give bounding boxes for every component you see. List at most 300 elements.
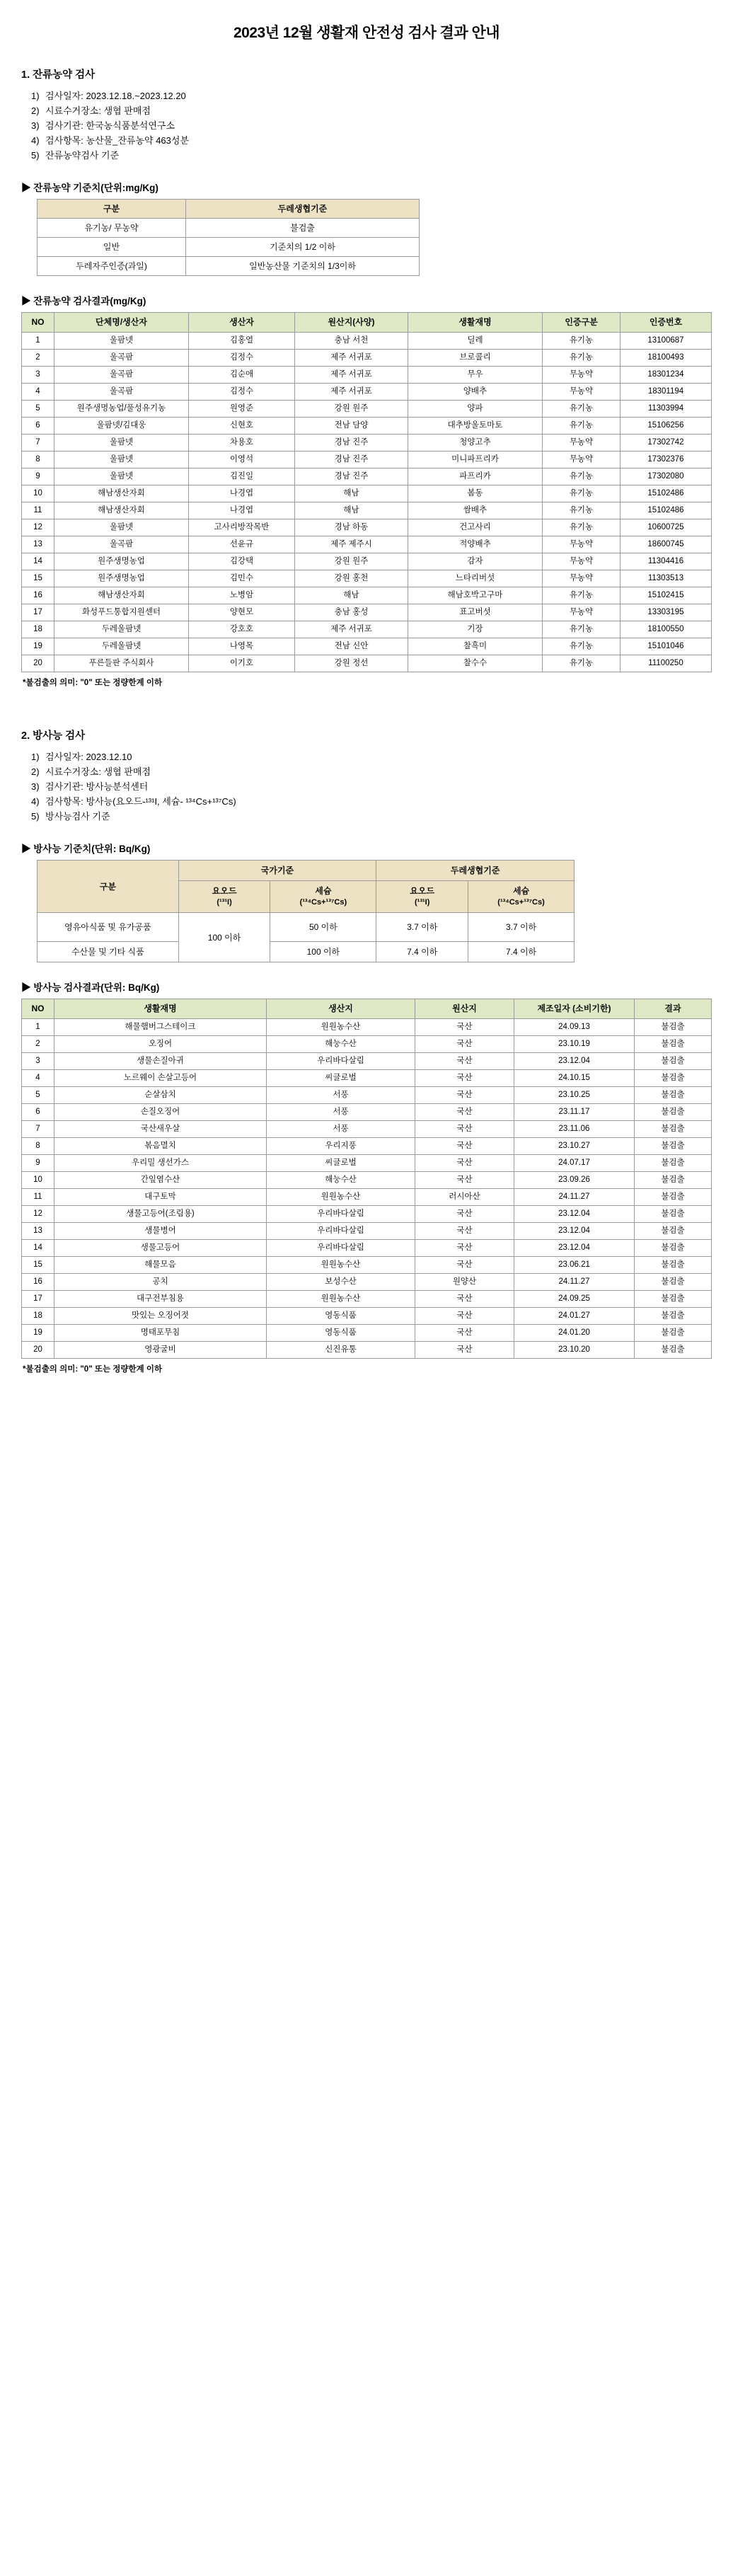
cell-cert-type: 유기농 — [543, 401, 621, 418]
cell-cert-no: 11304416 — [621, 553, 712, 570]
list-item-label: 잔류농약검사 기준 — [45, 150, 120, 161]
cell-product: 해남호박고구마 — [408, 587, 543, 604]
cell-category: 두레자주인증(과일) — [37, 257, 186, 276]
cell-no: 17 — [22, 604, 54, 621]
cell-cert-type: 유기농 — [543, 485, 621, 502]
column-header-cert-type: 인증구분 — [543, 313, 621, 333]
cell-result: 불검출 — [635, 1308, 712, 1325]
cell-cert-type: 무농약 — [543, 553, 621, 570]
cell-result: 불검출 — [635, 1257, 712, 1274]
cell-no: 12 — [22, 519, 54, 536]
list-item-label: 검사기관: 방사능분석센터 — [45, 781, 149, 792]
table-row — [37, 942, 575, 962]
cell-cert-type: 유기농 — [543, 519, 621, 536]
cell-iodine-dure: 7.4 이하 — [376, 942, 468, 962]
cell-origin: 러시아산 — [415, 1189, 514, 1206]
table-row — [22, 1308, 712, 1325]
cell-product: 생물고등어 — [54, 1240, 267, 1257]
cell-result: 불검출 — [635, 1070, 712, 1087]
table-row — [22, 604, 712, 621]
cell-producer: 고사리방작목반 — [189, 519, 295, 536]
cell-cert-type: 무농약 — [543, 536, 621, 553]
cell-cert-type: 무농약 — [543, 570, 621, 587]
cell-producer: 노병암 — [189, 587, 295, 604]
list-item — [21, 779, 712, 794]
cell-group: 해남생산자회 — [54, 485, 189, 502]
cell-category: 일반 — [37, 238, 186, 257]
table-row — [22, 468, 712, 485]
cell-result: 불검출 — [635, 1189, 712, 1206]
cell-no: 19 — [22, 1325, 54, 1342]
cell-no: 4 — [22, 1070, 54, 1087]
cell-mfg-date: 23.12.04 — [514, 1240, 635, 1257]
cell-origin: 국산 — [415, 1257, 514, 1274]
cell-group: 울곡팜 — [54, 536, 189, 553]
list-item-label: 시료수거장소: 생협 판매점 — [45, 105, 151, 116]
cell-product: 적양배추 — [408, 536, 543, 553]
cell-cert-type: 유기농 — [543, 418, 621, 435]
cell-category: 영유아식품 및 유가공품 — [37, 913, 179, 942]
cell-product: 청양고추 — [408, 435, 543, 452]
sub-label-isotope: (¹³¹I) — [217, 898, 232, 907]
cell-origin: 경남 하동 — [295, 519, 408, 536]
cell-origin: 전남 신안 — [295, 638, 408, 655]
cell-mfg-date: 23.12.04 — [514, 1053, 635, 1070]
list-item-label: 검사일자: 2023.12.10 — [45, 752, 132, 762]
list-item — [21, 749, 712, 764]
cell-origin: 국산 — [415, 1223, 514, 1240]
cell-result: 불검출 — [635, 1104, 712, 1121]
cell-result: 불검출 — [635, 1291, 712, 1308]
cell-origin: 국산 — [415, 1172, 514, 1189]
cell-no: 2 — [22, 1036, 54, 1053]
cell-origin: 국산 — [415, 1070, 514, 1087]
table-row — [22, 1291, 712, 1308]
cell-no: 20 — [22, 1342, 54, 1359]
table-row — [22, 621, 712, 638]
column-header-dure: 두레생협기준 — [376, 861, 575, 881]
section-2-meta-list — [21, 749, 712, 824]
table-row — [22, 1087, 712, 1104]
cell-producer: 김강택 — [189, 553, 295, 570]
table-row — [22, 570, 712, 587]
list-item-label: 검사항목: 농산물_잔류농약 463성분 — [45, 135, 190, 146]
table-row — [22, 1206, 712, 1223]
cell-producer: 김순애 — [189, 367, 295, 384]
cell-origin: 충남 홍성 — [295, 604, 408, 621]
cell-group: 울팜넷/김대웅 — [54, 418, 189, 435]
cell-no: 4 — [22, 384, 54, 401]
cell-cert-type: 유기농 — [543, 621, 621, 638]
list-item-label: 검사기관: 한국농식품분석연구소 — [45, 120, 175, 131]
cell-origin: 국산 — [415, 1036, 514, 1053]
cell-cert-no: 17302376 — [621, 452, 712, 468]
cell-cert-type: 무농약 — [543, 604, 621, 621]
cell-no: 13 — [22, 536, 54, 553]
list-item — [21, 794, 712, 809]
cell-mfg-date: 23.11.17 — [514, 1104, 635, 1121]
cell-group: 원주생명농업 — [54, 553, 189, 570]
cell-mfg-date: 24.01.27 — [514, 1308, 635, 1325]
table-row — [22, 1274, 712, 1291]
table-row — [37, 913, 575, 942]
cell-product: 느타리버섯 — [408, 570, 543, 587]
column-header-category: 구분 — [37, 861, 179, 913]
cell-producer: 씨글로벌 — [267, 1070, 415, 1087]
cell-origin: 국산 — [415, 1291, 514, 1308]
cell-product: 우리밀 생선가스 — [54, 1155, 267, 1172]
list-item — [21, 103, 712, 118]
cell-cert-type: 유기농 — [543, 638, 621, 655]
list-item-number: 2) — [31, 766, 40, 777]
cell-origin: 국산 — [415, 1053, 514, 1070]
cell-product: 파프리카 — [408, 468, 543, 485]
list-item — [21, 764, 712, 779]
cell-producer: 김진일 — [189, 468, 295, 485]
cell-product: 볶음멸치 — [54, 1138, 267, 1155]
cell-origin: 국산 — [415, 1240, 514, 1257]
cell-producer: 원원농수산 — [267, 1257, 415, 1274]
cell-mfg-date: 24.07.17 — [514, 1155, 635, 1172]
column-header-result: 결과 — [635, 999, 712, 1019]
cell-product: 영광굴비 — [54, 1342, 267, 1359]
table-row — [22, 1240, 712, 1257]
column-header-group: 단체명/생산자 — [54, 313, 189, 333]
cell-product: 브로콜리 — [408, 350, 543, 367]
table-row — [37, 219, 420, 238]
table-row — [22, 655, 712, 672]
table-header-row — [37, 200, 420, 219]
cell-producer: 우리바다살림 — [267, 1223, 415, 1240]
cell-product: 생물병어 — [54, 1223, 267, 1240]
list-item-label: 검사항목: 방사능(요오드-¹³¹I, 세슘- ¹³⁴Cs+¹³⁷Cs) — [45, 796, 236, 807]
cell-origin: 국산 — [415, 1342, 514, 1359]
cell-group: 울곡팜 — [54, 367, 189, 384]
cell-result: 불검출 — [635, 1223, 712, 1240]
table-row — [37, 238, 420, 257]
sub-label-isotope: (¹³¹I) — [415, 898, 430, 907]
cell-mfg-date: 24.10.15 — [514, 1070, 635, 1087]
cell-product: 손질오징어 — [54, 1104, 267, 1121]
list-item-number: 1) — [31, 752, 40, 762]
cell-producer: 서풍 — [267, 1121, 415, 1138]
cell-origin: 해남 — [295, 485, 408, 502]
column-header-origin: 원산지 — [415, 999, 514, 1019]
radiation-result-table — [21, 999, 712, 1359]
cell-origin: 제주 서귀포 — [295, 350, 408, 367]
cell-product: 국산새우살 — [54, 1121, 267, 1138]
table-row — [22, 435, 712, 452]
cell-cert-no: 18600745 — [621, 536, 712, 553]
cell-cert-no: 11100250 — [621, 655, 712, 672]
cell-iodine-dure: 3.7 이하 — [376, 913, 468, 942]
cell-no: 17 — [22, 1291, 54, 1308]
cell-cert-no: 13100687 — [621, 333, 712, 350]
cell-producer: 서풍 — [267, 1104, 415, 1121]
table-row — [22, 502, 712, 519]
cell-no: 6 — [22, 418, 54, 435]
table-row — [22, 350, 712, 367]
table-row — [37, 257, 420, 276]
column-header-national: 국가기준 — [178, 861, 376, 881]
cell-mfg-date: 23.10.20 — [514, 1342, 635, 1359]
cell-producer: 우리지풍 — [267, 1138, 415, 1155]
pesticide-footnote: *불검출의 의미: "0" 또는 정량한계 이하 — [23, 679, 163, 687]
cell-producer: 원원농수산 — [267, 1291, 415, 1308]
cell-result: 불검출 — [635, 1274, 712, 1291]
cell-result: 불검출 — [635, 1053, 712, 1070]
table-row — [22, 367, 712, 384]
cell-product: 해물햄버그스테이크 — [54, 1019, 267, 1036]
cell-no: 3 — [22, 1053, 54, 1070]
cell-origin: 원양산 — [415, 1274, 514, 1291]
cell-product: 무우 — [408, 367, 543, 384]
cell-producer: 해눙수산 — [267, 1036, 415, 1053]
column-header-mfg-date-main: 제조일자 — [537, 1004, 570, 1013]
cell-origin: 국산 — [415, 1325, 514, 1342]
cell-standard: 일반농산물 기준치의 1/3이하 — [186, 257, 420, 276]
cell-origin: 강원 홍천 — [295, 570, 408, 587]
cell-result: 불검출 — [635, 1155, 712, 1172]
section-2-heading: 2. 방사능 검사 — [21, 730, 86, 742]
cell-product: 찰흑미 — [408, 638, 543, 655]
cell-cert-no: 17302080 — [621, 468, 712, 485]
cell-producer: 원원농수산 — [267, 1019, 415, 1036]
cell-group: 울팜넷 — [54, 333, 189, 350]
cell-cert-no: 18301234 — [621, 367, 712, 384]
cell-result: 불검출 — [635, 1036, 712, 1053]
cell-origin: 국산 — [415, 1206, 514, 1223]
cell-group: 원주생명농업 — [54, 570, 189, 587]
page-title: 2023년 12월 생활재 안전성 검사 결과 안내 — [233, 25, 500, 41]
cell-group: 울곡팜 — [54, 350, 189, 367]
sub-label-name: 요오드 — [410, 886, 435, 896]
list-item-label: 방사능검사 기준 — [45, 811, 110, 822]
cell-cert-type: 무농약 — [543, 384, 621, 401]
cell-standard: 불검출 — [186, 219, 420, 238]
cell-producer: 신현호 — [189, 418, 295, 435]
cell-group: 푸른들판 주식회사 — [54, 655, 189, 672]
table-row — [22, 452, 712, 468]
cell-producer: 보성수산 — [267, 1274, 415, 1291]
table-row — [22, 587, 712, 604]
sub-label-name: 세슘 — [512, 886, 530, 896]
list-item — [21, 88, 712, 103]
cell-mfg-date: 24.09.13 — [514, 1019, 635, 1036]
cell-producer: 차용호 — [189, 435, 295, 452]
table-row — [22, 638, 712, 655]
list-item-number: 5) — [31, 150, 40, 161]
cell-producer: 나영목 — [189, 638, 295, 655]
cell-producer: 서풍 — [267, 1087, 415, 1104]
table-row — [22, 1053, 712, 1070]
cell-no: 6 — [22, 1104, 54, 1121]
cell-no: 15 — [22, 570, 54, 587]
cell-no: 19 — [22, 638, 54, 655]
cell-origin: 강원 정선 — [295, 655, 408, 672]
cell-product: 표고버섯 — [408, 604, 543, 621]
cell-no: 16 — [22, 1274, 54, 1291]
column-header-iodine-national — [178, 881, 270, 913]
cell-mfg-date: 24.09.25 — [514, 1291, 635, 1308]
table-row — [22, 1138, 712, 1155]
section-1-heading: 1. 잔류농약 검사 — [21, 69, 96, 81]
cell-origin: 제주 서귀포 — [295, 367, 408, 384]
cell-producer: 양현모 — [189, 604, 295, 621]
radiation-standard-table — [37, 860, 575, 962]
column-header-cesium-dure — [468, 881, 575, 913]
cell-producer: 우리바다살림 — [267, 1053, 415, 1070]
cell-origin: 국산 — [415, 1155, 514, 1172]
cell-result: 불검출 — [635, 1138, 712, 1155]
pesticide-result-table — [21, 312, 712, 672]
cell-producer: 나경엽 — [189, 485, 295, 502]
table-row — [22, 1155, 712, 1172]
cell-result: 불검출 — [635, 1121, 712, 1138]
cell-cert-type: 유기농 — [543, 468, 621, 485]
cell-result: 불검출 — [635, 1206, 712, 1223]
cell-result: 불검출 — [635, 1240, 712, 1257]
cell-product: 봄동 — [408, 485, 543, 502]
cell-product: 대구토막 — [54, 1189, 267, 1206]
cell-no: 5 — [22, 401, 54, 418]
list-item-number: 4) — [31, 135, 40, 146]
cell-product: 공치 — [54, 1274, 267, 1291]
cell-product: 순살삼치 — [54, 1087, 267, 1104]
cell-origin: 강원 원주 — [295, 553, 408, 570]
table-row — [22, 384, 712, 401]
sub-label-isotope: (¹³⁴Cs+¹³⁷Cs) — [497, 898, 545, 907]
column-header-no: NO — [22, 999, 54, 1019]
cell-no: 10 — [22, 485, 54, 502]
table-row — [22, 519, 712, 536]
cell-cert-no: 10600725 — [621, 519, 712, 536]
list-item-label: 시료수거장소: 생협 판매점 — [45, 766, 151, 777]
cell-mfg-date: 23.10.19 — [514, 1036, 635, 1053]
cell-standard: 기준치의 1/2 이하 — [186, 238, 420, 257]
table-row — [22, 536, 712, 553]
table-row — [22, 333, 712, 350]
cell-producer: 해눙수산 — [267, 1172, 415, 1189]
radiation-result-heading: ▶ 방사능 검사결과(단위: Bq/Kg) — [21, 982, 160, 993]
cell-origin: 제주 서귀포 — [295, 621, 408, 638]
cell-no: 5 — [22, 1087, 54, 1104]
cell-cert-type: 유기농 — [543, 333, 621, 350]
cell-cert-type: 유기농 — [543, 350, 621, 367]
cell-product: 쌈배추 — [408, 502, 543, 519]
cell-origin: 제주 제주시 — [295, 536, 408, 553]
cell-group: 원주생명농업/풀성유기농 — [54, 401, 189, 418]
table-row — [22, 1036, 712, 1053]
cell-result: 불검출 — [635, 1019, 712, 1036]
cell-origin: 경남 진주 — [295, 452, 408, 468]
cell-no: 9 — [22, 1155, 54, 1172]
cell-cert-no: 13303195 — [621, 604, 712, 621]
cell-category: 수산물 및 기타 식품 — [37, 942, 179, 962]
cell-product: 오징어 — [54, 1036, 267, 1053]
cell-origin: 전남 담양 — [295, 418, 408, 435]
pesticide-standard-table — [37, 199, 420, 276]
cell-mfg-date: 23.12.04 — [514, 1223, 635, 1240]
column-header-cert-no: 인증번호 — [621, 313, 712, 333]
cell-product: 양배추 — [408, 384, 543, 401]
cell-origin: 강원 원주 — [295, 401, 408, 418]
cell-no: 13 — [22, 1223, 54, 1240]
table-row — [22, 1223, 712, 1240]
cell-no: 20 — [22, 655, 54, 672]
cell-group: 울팜넷 — [54, 435, 189, 452]
column-header: 두레생협기준 — [186, 200, 420, 219]
cell-group: 해남생산자회 — [54, 502, 189, 519]
cell-no: 8 — [22, 452, 54, 468]
list-item — [21, 148, 712, 163]
cell-cert-no: 15106256 — [621, 418, 712, 435]
table-row — [22, 1257, 712, 1274]
cell-cert-no: 17302742 — [621, 435, 712, 452]
cell-group: 화성푸드통합지원센터 — [54, 604, 189, 621]
cell-origin: 경남 진주 — [295, 468, 408, 485]
radiation-standard-heading: ▶ 방사능 기준치(단위: Bq/Kg) — [21, 844, 151, 854]
cell-no: 8 — [22, 1138, 54, 1155]
cell-cesium-dure: 3.7 이하 — [468, 913, 575, 942]
cell-producer: 우리바다살림 — [267, 1206, 415, 1223]
cell-origin: 국산 — [415, 1138, 514, 1155]
cell-result: 불검출 — [635, 1087, 712, 1104]
cell-no: 14 — [22, 553, 54, 570]
cell-no: 1 — [22, 1019, 54, 1036]
cell-product: 딜레 — [408, 333, 543, 350]
column-header-product: 생활재명 — [54, 999, 267, 1019]
cell-producer: 씨글로벌 — [267, 1155, 415, 1172]
cell-no: 7 — [22, 435, 54, 452]
cell-producer: 영동식품 — [267, 1325, 415, 1342]
cell-no: 15 — [22, 1257, 54, 1274]
sub-label-isotope: (¹³⁴Cs+¹³⁷Cs) — [299, 898, 347, 907]
cell-no: 10 — [22, 1172, 54, 1189]
table-row — [22, 1172, 712, 1189]
table-header-row — [22, 999, 712, 1019]
cell-no: 18 — [22, 1308, 54, 1325]
cell-origin: 국산 — [415, 1087, 514, 1104]
cell-group: 두레울팜넷 — [54, 621, 189, 638]
cell-cert-type: 유기농 — [543, 587, 621, 604]
cell-origin: 해남 — [295, 587, 408, 604]
cell-result: 불검출 — [635, 1342, 712, 1359]
sub-label-name: 요오드 — [212, 886, 237, 896]
cell-mfg-date: 23.09.26 — [514, 1172, 635, 1189]
cell-group: 해남생산자회 — [54, 587, 189, 604]
cell-cert-type: 유기농 — [543, 502, 621, 519]
cell-producer: 원원농수산 — [267, 1189, 415, 1206]
table-row — [22, 1070, 712, 1087]
table-row — [22, 1019, 712, 1036]
list-item-number: 3) — [31, 120, 40, 131]
cell-product: 맛있는 오징어젓 — [54, 1308, 267, 1325]
list-item-number: 4) — [31, 796, 40, 807]
cell-cert-no: 18100493 — [621, 350, 712, 367]
table-row — [22, 418, 712, 435]
table-header-row — [22, 313, 712, 333]
cell-mfg-date: 23.10.25 — [514, 1087, 635, 1104]
column-header-mfg-date-sub: (소비기한) — [572, 1004, 611, 1013]
cell-mfg-date: 23.10.27 — [514, 1138, 635, 1155]
table-row — [22, 1189, 712, 1206]
cell-mfg-date: 23.12.04 — [514, 1206, 635, 1223]
cell-no: 14 — [22, 1240, 54, 1257]
cell-cesium-national: 100 이하 — [270, 942, 376, 962]
list-item-label: 검사일자: 2023.12.18.~2023.12.20 — [45, 91, 186, 101]
cell-origin: 충남 서천 — [295, 333, 408, 350]
